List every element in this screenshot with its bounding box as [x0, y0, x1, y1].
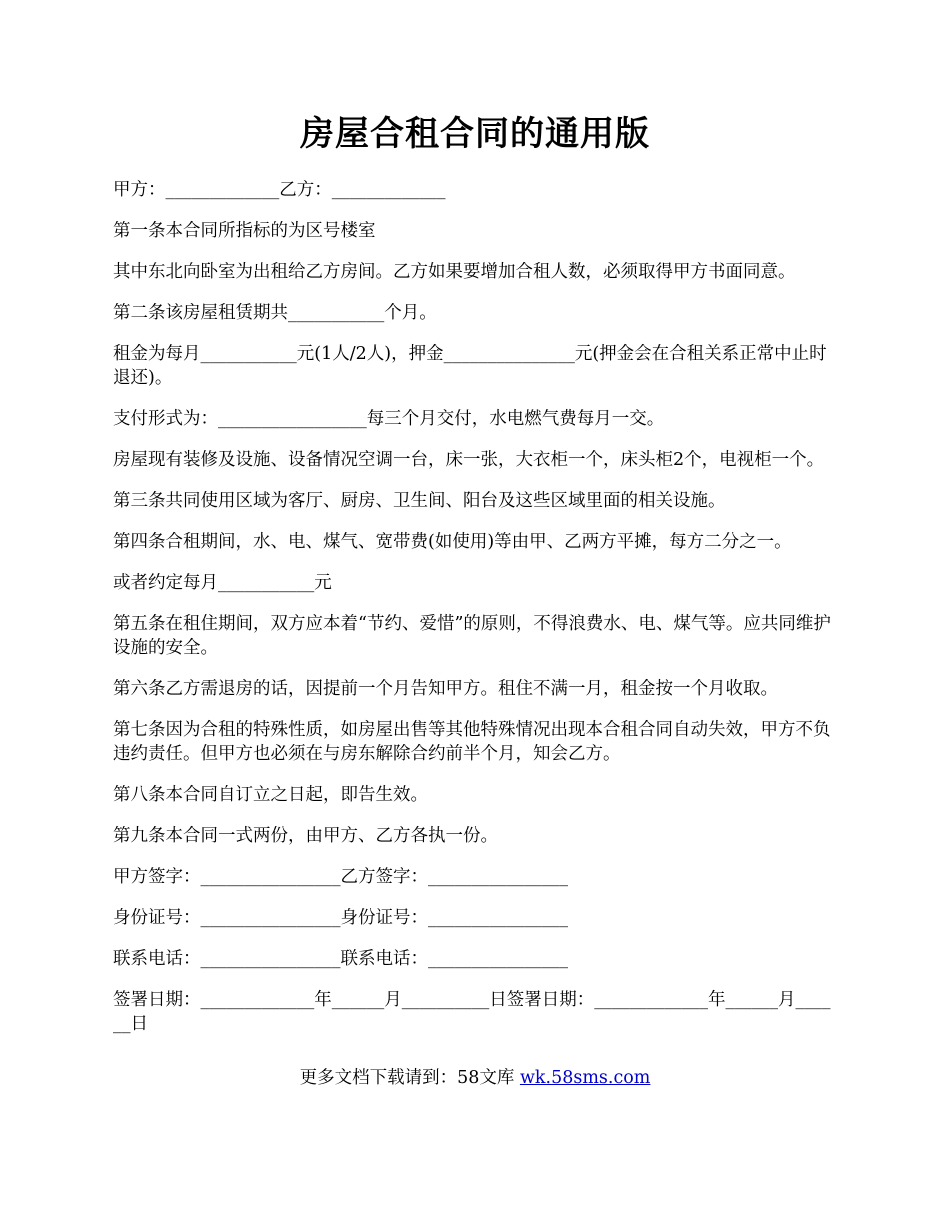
party-line: 甲方：_____________乙方：_____________ — [113, 180, 446, 200]
payment-method: 支付形式为：_________________每三个月交付，水电燃气费每月一交。 — [113, 409, 665, 429]
footer — [0, 1066, 950, 1090]
facilities: 房屋现有装修及设施、设备情况空调一台，床一张，大衣柜一个，床头柜2个，电视柜一个。 — [113, 450, 825, 470]
phone-line: 联系电话：________________联系电话：________________ — [113, 949, 568, 969]
id-number-line: 身份证号：________________身份证号：________________ — [113, 908, 568, 928]
article-3: 第三条共同使用区域为客厅、厨房、卫生间、阳台及这些区域里面的相关设施。 — [113, 491, 726, 511]
document-title: 房屋合租合同的通用版 — [300, 114, 650, 154]
footer-text: 更多文档下载请到：58文库 — [299, 1068, 520, 1088]
article-2: 第二条该房屋租赁期共___________个月。 — [113, 303, 437, 323]
article-1: 第一条本合同所指标的为区号楼室 — [113, 221, 376, 241]
signature-line: 甲方签字：________________乙方签字：________________ — [113, 867, 568, 887]
article-4: 第四条合租期间，水、电、煤气、宽带费(如使用)等由甲、乙两方平摊，每方二分之一。 — [113, 532, 792, 552]
article-6: 第六条乙方需退房的话，因提前一个月告知甲方。租住不满一月，租金按一个月收取。 — [113, 679, 778, 699]
signing-date-line: 签署日期：_____________年______月__________日签署日期：_____________年______月______日 — [113, 990, 831, 1034]
footer-link[interactable]: wk.58sms.com — [519, 1068, 651, 1088]
document-body — [113, 178, 839, 1053]
article-1-detail: 其中东北向卧室为出租给乙方房间。乙方如果要增加合租人数，必须取得甲方书面同意。 — [113, 262, 796, 282]
rent-deposit: 租金为每月___________元(1人/2人)，押金_______________元(押金会在合租关系正常中止时退还)。 — [113, 344, 827, 388]
article-5: 第五条在租住期间，双方应本着“节约、爱惜”的原则，不得浪费水、电、煤气等。应共同维护设施的安全。 — [113, 614, 831, 658]
article-7: 第七条因为合租的特殊性质，如房屋出售等其他特殊情况出现本合租合同自动失效，甲方不负违约责任。但甲方也必须在与房东解除合约前半个月，知会乙方。 — [113, 720, 831, 764]
article-9: 第九条本合同一式两份，由甲方、乙方各执一份。 — [113, 826, 498, 846]
article-8: 第八条本合同自订立之日起，即告生效。 — [113, 785, 428, 805]
monthly-agreement: 或者约定每月___________元 — [113, 573, 332, 593]
